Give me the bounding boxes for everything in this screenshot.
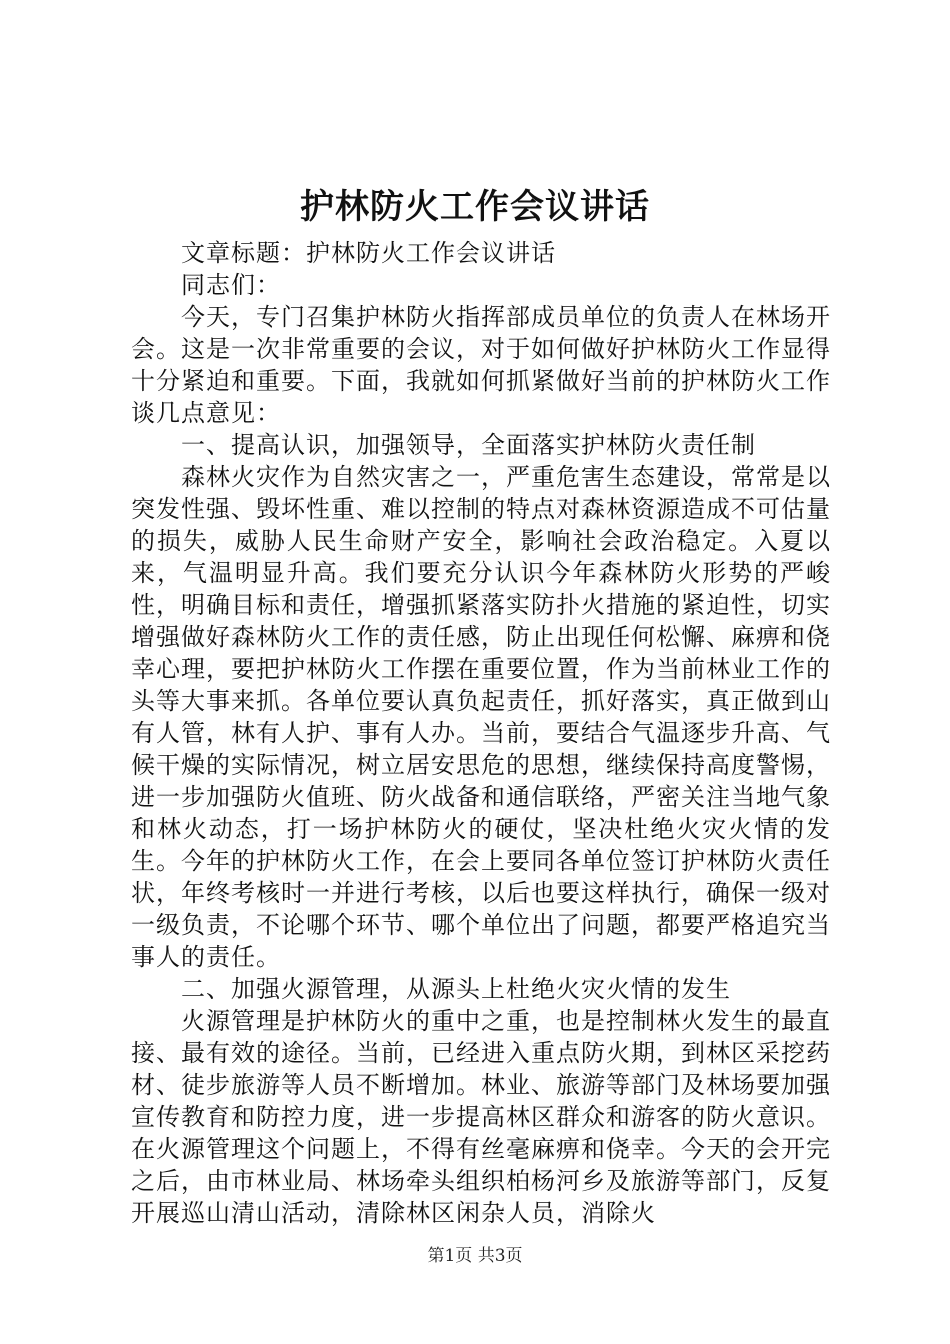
section-2-paragraph: 火源管理是护林防火的重中之重，也是控制林火发生的最直接、最有效的途径。当前，已经进入重点防火期，到林区采挖药材、徒步旅游等人员不断增加。林业、旅游等部门及林场要加强宣传教育和防控力度，进一步提高林区群众和游客的防火意识。在火源管理这个问题上，不得有丝毫麻痹和侥幸。今天的会开完之后，由市林业局、林场牵头组织柏杨河乡及旅游等部门，反复开展巡山清山活动，清除林区闲杂人员，消除火 [131, 1007, 831, 1227]
page-number-footer: 第1页 共3页 [427, 1246, 523, 1266]
section-heading-1: 一、提高认识，加强领导，全面落实护林防火责任制 [181, 431, 756, 459]
salutation: 同志们： [181, 271, 281, 299]
document-body [131, 237, 831, 1229]
section-heading-2: 二、加强火源管理，从源头上杜绝火灾火情的发生 [181, 975, 731, 1003]
article-title-line: 文章标题：护林防火工作会议讲话 [181, 239, 556, 267]
document-title: 护林防火工作会议讲话 [300, 187, 650, 227]
section-1-paragraph: 森林火灾作为自然灾害之一，严重危害生态建设，常常是以突发性强、毁坏性重、难以控制的特点对森林资源造成不可估量的损失，威胁人民生命财产安全，影响社会政治稳定。入夏以来，气温明显升高。我们要充分认识今年森林防火形势的严峻性，明确目标和责任，增强抓紧落实防扑火措施的紧迫性，切实增强做好森林防火工作的责任感，防止出现任何松懈、麻痹和侥幸心理，要把护林防火工作摆在重要位置，作为当前林业工作的头等大事来抓。各单位要认真负起责任，抓好落实，真正做到山有人管，林有人护、事有人办。当前，要结合气温逐步升高、气候干燥的实际情况，树立居安思危的思想，继续保持高度警惕，进一步加强防火值班、防火战备和通信联络，严密关注当地气象和林火动态，打一场护林防火的硬仗，坚决杜绝火灾火情的发生。今年的护林防火工作，在会上要同各单位签订护林防火责任状，年终考核时一并进行考核，以后也要这样执行，确保一级对一级负责，不论哪个环节、哪个单位出了问题，都要严格追究当事人的责任。 [131, 463, 831, 971]
intro-paragraph: 今天，专门召集护林防火指挥部成员单位的负责人在林场开会。这是一次非常重要的会议，对于如何做好护林防火工作显得十分紧迫和重要。下面，我就如何抓紧做好当前的护林防火工作谈几点意见： [131, 303, 831, 427]
